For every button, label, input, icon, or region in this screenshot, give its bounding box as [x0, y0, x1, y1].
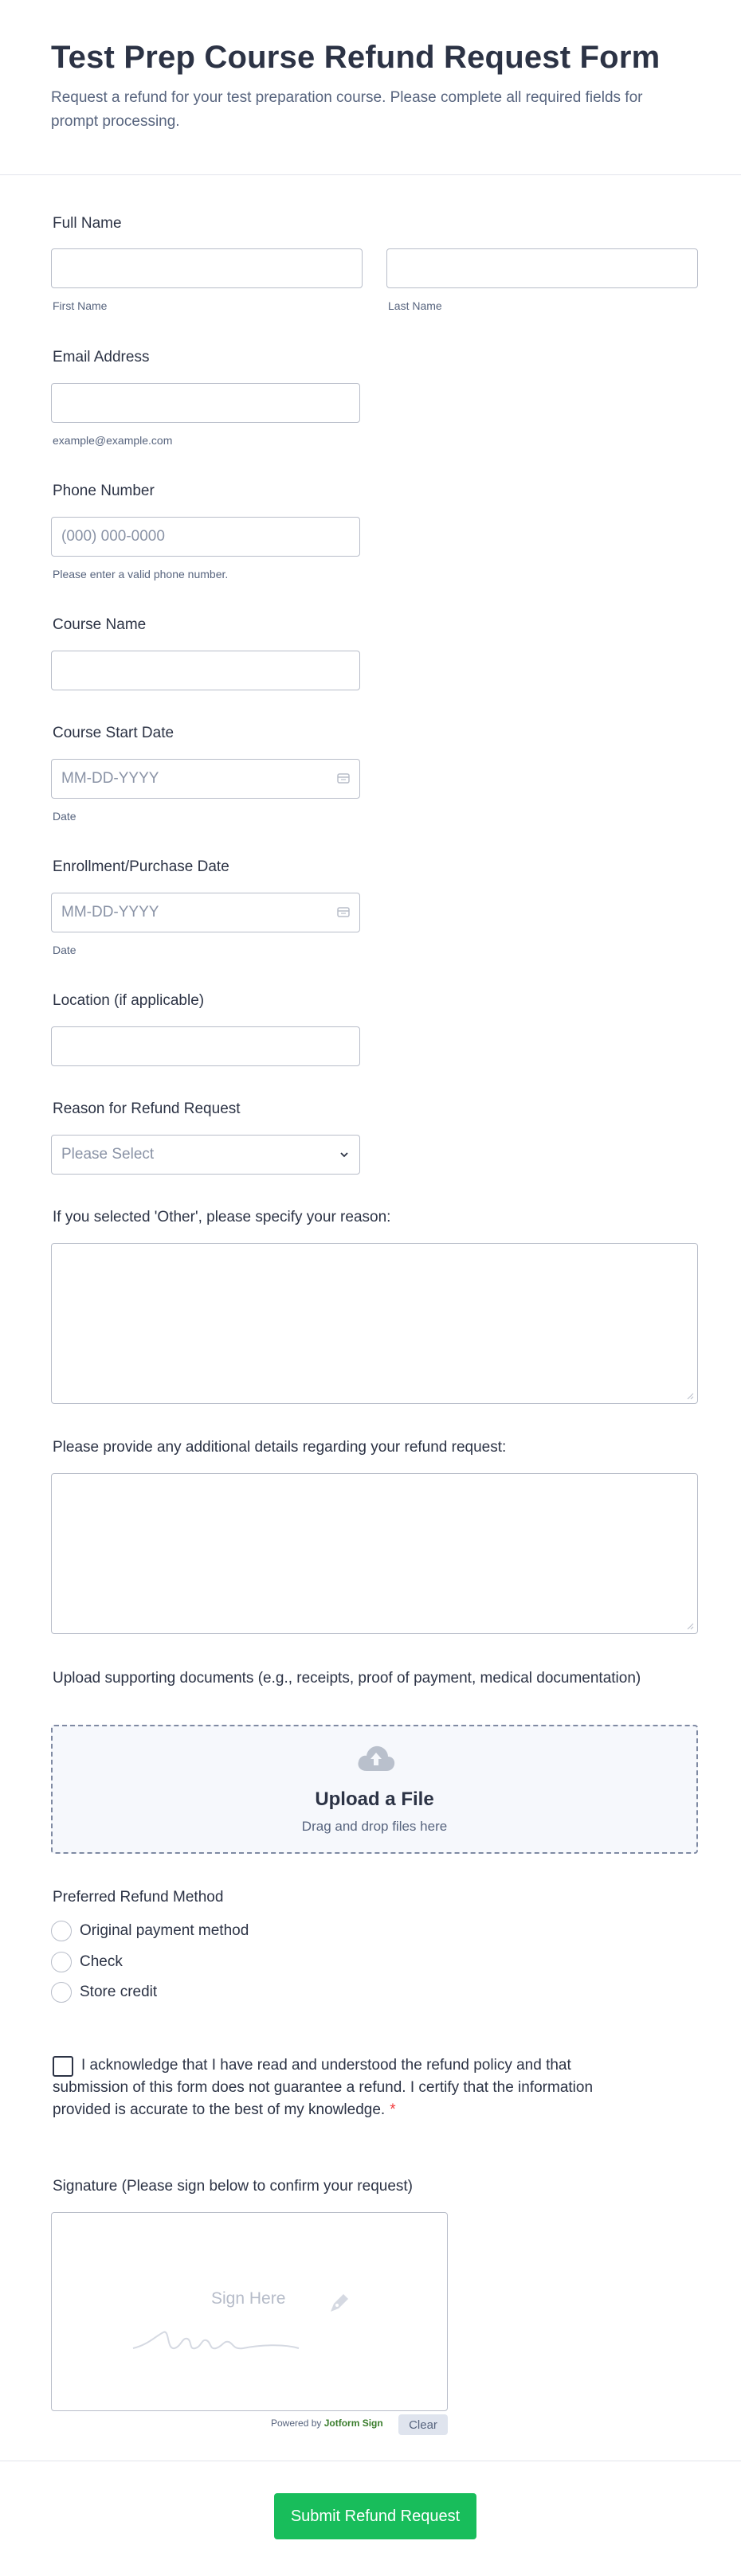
email-sublabel: example@example.com — [53, 434, 173, 447]
required-mark: * — [390, 2101, 396, 2118]
calendar-icon[interactable] — [337, 772, 350, 784]
start-date-placeholder: MM-DD-YYYY — [61, 770, 159, 787]
chevron-down-icon — [339, 1149, 350, 1160]
upload-subtitle: Drag and drop files here — [301, 1819, 448, 1834]
radio-label: Check — [80, 1953, 123, 1970]
full-name-label: Full Name — [53, 215, 122, 232]
resize-handle-icon[interactable] — [686, 1622, 694, 1630]
last-name-sublabel: Last Name — [388, 299, 442, 312]
radio-label: Store credit — [80, 1984, 158, 2000]
page-title: Test Prep Course Refund Request Form — [51, 40, 661, 75]
radio-option-check[interactable] — [51, 1952, 123, 1972]
radio-button[interactable] — [51, 1952, 72, 1972]
purchase-date-label: Enrollment/Purchase Date — [53, 858, 229, 875]
location-label: Location (if applicable) — [53, 992, 205, 1009]
calendar-icon[interactable] — [337, 906, 350, 917]
clear-signature-button[interactable]: Clear — [398, 2414, 448, 2435]
upload-label: Upload supporting documents (e.g., receipts, proof of payment, medical documentation) — [53, 1670, 641, 1687]
radio-option-original-payment[interactable] — [51, 1921, 249, 1941]
course-name-label: Course Name — [53, 616, 147, 633]
course-start-date-label: Course Start Date — [53, 725, 174, 741]
resize-handle-icon[interactable] — [686, 1392, 694, 1400]
sign-here-placeholder: Sign Here — [211, 2289, 286, 2308]
upload-title: Upload a File — [315, 1788, 434, 1810]
file-upload-dropzone[interactable] — [51, 1725, 698, 1854]
purchase-date-sublabel: Date — [53, 944, 76, 956]
phone-placeholder: (000) 000-0000 — [61, 528, 165, 545]
email-label: Email Address — [53, 349, 150, 365]
radio-label: Original payment method — [80, 1922, 249, 1939]
powered-brand: Jotform Sign — [323, 2418, 383, 2429]
radio-button[interactable] — [51, 1982, 72, 2003]
course-start-date-input[interactable] — [51, 759, 360, 799]
cloud-upload-icon — [355, 1744, 397, 1773]
form-header — [0, 0, 741, 175]
form-description: Request a refund for your test preparation course. Please complete all required fields for prompt processing. — [51, 89, 643, 130]
email-field[interactable] — [51, 383, 360, 423]
purchase-date-placeholder: MM-DD-YYYY — [61, 904, 159, 921]
phone-label: Phone Number — [53, 483, 155, 499]
purchase-date-input[interactable] — [51, 893, 360, 932]
other-reason-label: If you selected 'Other', please specify your reason: — [53, 1209, 391, 1225]
first-name-sublabel: First Name — [53, 299, 108, 312]
submit-button[interactable]: Submit Refund Request — [274, 2493, 476, 2539]
reason-selected-value: Please Select — [61, 1146, 155, 1163]
signature-label: Signature (Please sign below to confirm your request) — [53, 2178, 414, 2195]
refund-method-label: Preferred Refund Method — [53, 1889, 224, 1906]
radio-option-store-credit[interactable] — [51, 1982, 157, 2003]
phone-input[interactable] — [51, 517, 360, 557]
last-name-input[interactable] — [386, 248, 698, 288]
pen-icon — [326, 2289, 353, 2316]
phone-sublabel: Please enter a valid phone number. — [53, 568, 229, 580]
first-name-input[interactable] — [51, 248, 363, 288]
powered-by-text — [271, 2418, 383, 2429]
acknowledge-label: I acknowledge that I have read and understood the refund policy and that submission of this form does not guarantee a refund. I certify that the information provided is accurate to the best of my knowledge. — [53, 2057, 594, 2118]
reason-label: Reason for Refund Request — [53, 1100, 241, 1117]
location-input[interactable] — [51, 1026, 360, 1066]
course-name-input[interactable] — [51, 651, 360, 690]
details-textarea[interactable] — [51, 1473, 698, 1634]
acknowledge-text — [53, 2054, 610, 2121]
other-reason-textarea[interactable] — [51, 1243, 698, 1404]
powered-prefix: Powered by — [271, 2418, 322, 2429]
radio-button[interactable] — [51, 1921, 72, 1941]
start-date-sublabel: Date — [53, 810, 76, 823]
reason-select[interactable] — [51, 1135, 360, 1175]
details-label: Please provide any additional details regarding your refund request: — [53, 1439, 507, 1456]
signature-pad[interactable] — [51, 2212, 448, 2411]
form-footer — [0, 2461, 741, 2576]
